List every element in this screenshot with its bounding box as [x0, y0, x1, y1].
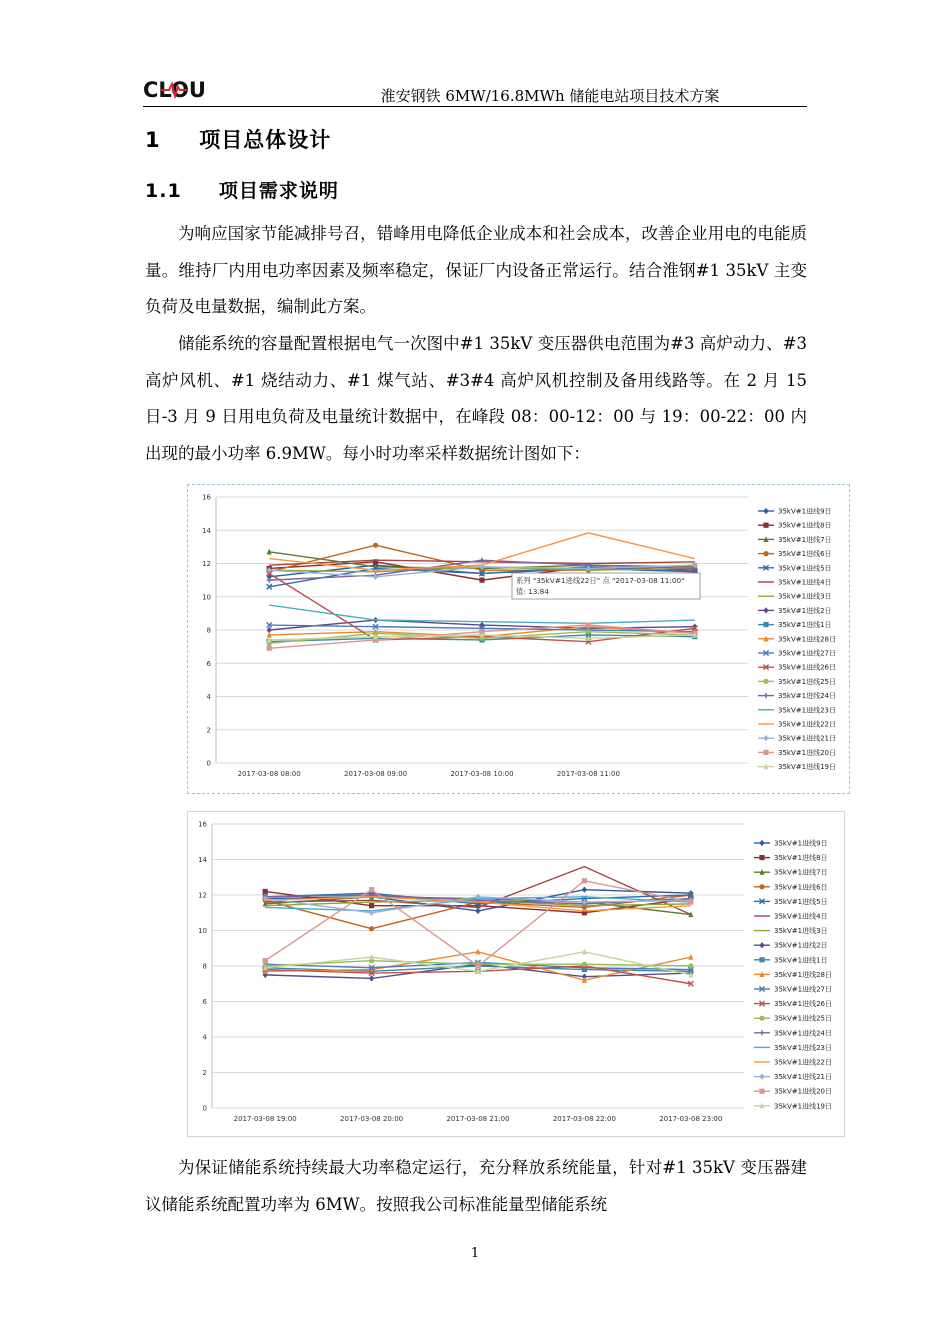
- y-tick-label: 0: [206, 759, 211, 768]
- tooltip-line-1: 系列 "35kV#1进线22日" 点 "2017-03-08 11:00": [516, 576, 685, 585]
- chart-2: [187, 811, 845, 1137]
- data-point: [369, 975, 374, 981]
- data-point: [582, 878, 587, 883]
- y-tick-label: 2: [202, 1069, 207, 1077]
- legend-marker: [763, 551, 768, 556]
- section-heading: [145, 124, 331, 154]
- legend-label: 35kV#1进线4日: [774, 912, 828, 921]
- legend-marker: [763, 693, 768, 698]
- subsection-title: 项目需求说明: [218, 180, 339, 202]
- legend-label: 35kV#1进线7日: [778, 535, 832, 544]
- page-number: 1: [470, 1246, 480, 1261]
- legend-marker: [763, 735, 768, 741]
- data-point: [267, 578, 272, 583]
- header-title: 淮安钢铁 6MW/16.8MWh 储能电站项目技术方案: [380, 87, 720, 105]
- legend-label: 35kV#1进线19日: [778, 763, 836, 772]
- data-point: [475, 908, 480, 914]
- section-number: 1: [145, 128, 161, 152]
- y-tick-label: 14: [198, 856, 207, 864]
- y-tick-label: 2: [206, 726, 211, 735]
- legend-label: 35kV#1进线9日: [778, 507, 832, 516]
- x-tick-label: 2017-03-08 20:00: [340, 1115, 404, 1123]
- legend-marker: [763, 679, 768, 684]
- clou-logo: [143, 76, 213, 102]
- x-tick-label: 2017-03-08 08:00: [237, 770, 301, 778]
- legend-label: 35kV#1进线27日: [778, 649, 836, 658]
- legend-marker: [759, 884, 764, 889]
- y-tick-label: 16: [202, 493, 211, 502]
- legend-label: 35kV#1进线24日: [774, 1029, 832, 1038]
- legend-label: 35kV#1进线8日: [778, 521, 832, 530]
- y-tick-label: 12: [198, 891, 207, 900]
- data-point: [263, 889, 268, 894]
- y-tick-label: 16: [198, 820, 207, 829]
- subsection-heading: [145, 176, 339, 203]
- legend-marker: [763, 607, 768, 613]
- legend-marker: [763, 508, 768, 514]
- chart-1: [187, 484, 850, 794]
- chart-tooltip: [512, 573, 700, 599]
- x-tick-label: 2017-03-08 10:00: [450, 770, 514, 778]
- legend-marker: [759, 1016, 764, 1021]
- legend-label: 35kV#1进线20日: [778, 748, 836, 757]
- legend-label: 35kV#1进线25日: [774, 1014, 832, 1023]
- legend-marker: [759, 1089, 764, 1094]
- legend-label: 35kV#1进线2日: [778, 606, 832, 615]
- legend-marker: [763, 523, 768, 528]
- y-tick-label: 4: [202, 1033, 207, 1042]
- y-tick-label: 4: [206, 693, 211, 701]
- legend-label: 35kV#1进线19日: [774, 1102, 832, 1111]
- legend-marker: [759, 942, 764, 948]
- data-point: [475, 963, 480, 968]
- y-tick-label: 6: [206, 659, 211, 668]
- x-tick-label: 2017-03-08 23:00: [659, 1115, 723, 1123]
- y-tick-label: 0: [202, 1104, 207, 1113]
- legend-label: 35kV#1进线2日: [774, 941, 828, 950]
- y-tick-label: 14: [202, 526, 211, 535]
- data-point: [586, 622, 591, 627]
- legend-label: 35kV#1进线20日: [774, 1087, 832, 1096]
- legend-label: 35kV#1进线25日: [778, 677, 836, 686]
- chart-1-svg: [188, 485, 849, 793]
- legend-label: 35kV#1进线21日: [774, 1073, 832, 1082]
- legend-marker: [759, 957, 764, 962]
- x-tick-label: 2017-03-08 22:00: [552, 1115, 616, 1123]
- legend-label: 35kV#1进线6日: [778, 550, 832, 559]
- legend-label: 35kV#1进线7日: [774, 868, 828, 877]
- data-point: [369, 926, 374, 931]
- legend-label: 35kV#1进线3日: [774, 927, 828, 936]
- legend-marker: [759, 1073, 764, 1079]
- y-tick-label: 8: [206, 626, 211, 635]
- data-point: [267, 646, 272, 651]
- legend-marker: [759, 840, 764, 846]
- chart-2-svg: [188, 812, 844, 1136]
- legend-label: 35kV#1进线8日: [774, 854, 828, 863]
- legend-label: 35kV#1进线23日: [778, 706, 836, 715]
- legend-label: 35kV#1进线1日: [774, 956, 828, 965]
- legend-marker: [763, 622, 768, 627]
- data-point: [263, 958, 268, 963]
- legend-marker: [759, 855, 764, 860]
- paragraph-1: 为响应国家节能减排号召，错峰用电降低企业成本和社会成本，改善企业用电的电能质量。维持厂内用电功率因素及频率稳定，保证厂内设备正常运行。结合淮钢#1 35kV 主变负荷及电量数据，编制此方案。: [145, 224, 807, 316]
- paragraph-3: 为保证储能系统持续最大功率稳定运行，充分释放系统能量，针对#1 35kV 变压器建议储能系统配置功率为 6MW。按照我公司标准能量型储能系统: [145, 1158, 807, 1214]
- legend-label: 35kV#1进线9日: [774, 839, 828, 848]
- legend-label: 35kV#1进线23日: [774, 1043, 832, 1052]
- legend-label: 35kV#1进线24日: [778, 692, 836, 701]
- section-title: 项目总体设计: [199, 128, 332, 152]
- legend-label: 35kV#1进线26日: [778, 663, 836, 672]
- series-line: [269, 605, 695, 623]
- data-point: [582, 886, 587, 892]
- tooltip-line-2: 值: 13.84: [516, 587, 549, 596]
- subsection-number: 1.1: [145, 180, 182, 202]
- legend-label: 35kV#1进线6日: [774, 883, 828, 892]
- y-tick-label: 10: [198, 927, 207, 935]
- paragraph-2: 储能系统的容量配置根据电气一次图中#1 35kV 变压器供电范围为#3 高炉动力、#3 高炉风机、#1 烧结动力、#1 煤气站、#3#4 高炉风机控制及备用线路等。在 2 月 15 日-3 月 9 日用电负荷及电量统计数据中，在峰段 08：00-12：00 与 19：00-22：00 内出现的最小功率 6.9MW。每小时功率采样数据统计图如下：: [145, 334, 807, 463]
- legend-label: 35kV#1进线22日: [778, 720, 836, 729]
- x-tick-label: 2017-03-08 11:00: [556, 770, 620, 778]
- page-header: [143, 72, 807, 107]
- x-tick-label: 2017-03-08 21:00: [446, 1115, 510, 1123]
- y-tick-label: 8: [202, 962, 207, 971]
- data-point: [688, 900, 693, 905]
- legend-label: 35kV#1进线27日: [774, 985, 832, 994]
- legend-label: 35kV#1进线5日: [774, 897, 828, 906]
- data-point: [586, 629, 591, 634]
- y-tick-label: 6: [202, 998, 207, 1006]
- logo-text: CLOU: [143, 78, 206, 102]
- legend-label: 35kV#1进线21日: [778, 734, 836, 743]
- data-point: [369, 903, 374, 908]
- data-point: [582, 962, 587, 967]
- data-point: [688, 963, 693, 968]
- y-tick-label: 10: [202, 593, 211, 602]
- legend-marker: [759, 1030, 764, 1035]
- legend-label: 35kV#1进线22日: [774, 1058, 832, 1067]
- legend-label: 35kV#1进线28日: [778, 635, 836, 644]
- legend-label: 35kV#1进线28日: [774, 970, 832, 979]
- legend-marker: [763, 750, 768, 755]
- x-tick-label: 2017-03-08 09:00: [344, 770, 408, 778]
- y-tick-label: 12: [202, 560, 211, 568]
- legend-label: 35kV#1进线1日: [778, 621, 832, 630]
- legend-label: 35kV#1进线26日: [774, 1000, 832, 1009]
- data-point: [373, 543, 378, 548]
- data-point: [479, 578, 484, 583]
- legend-label: 35kV#1进线3日: [778, 592, 832, 601]
- data-point: [369, 887, 374, 892]
- legend-label: 35kV#1进线5日: [778, 564, 832, 573]
- x-tick-label: 2017-03-08 19:00: [233, 1115, 297, 1123]
- legend-label: 35kV#1进线4日: [778, 578, 832, 587]
